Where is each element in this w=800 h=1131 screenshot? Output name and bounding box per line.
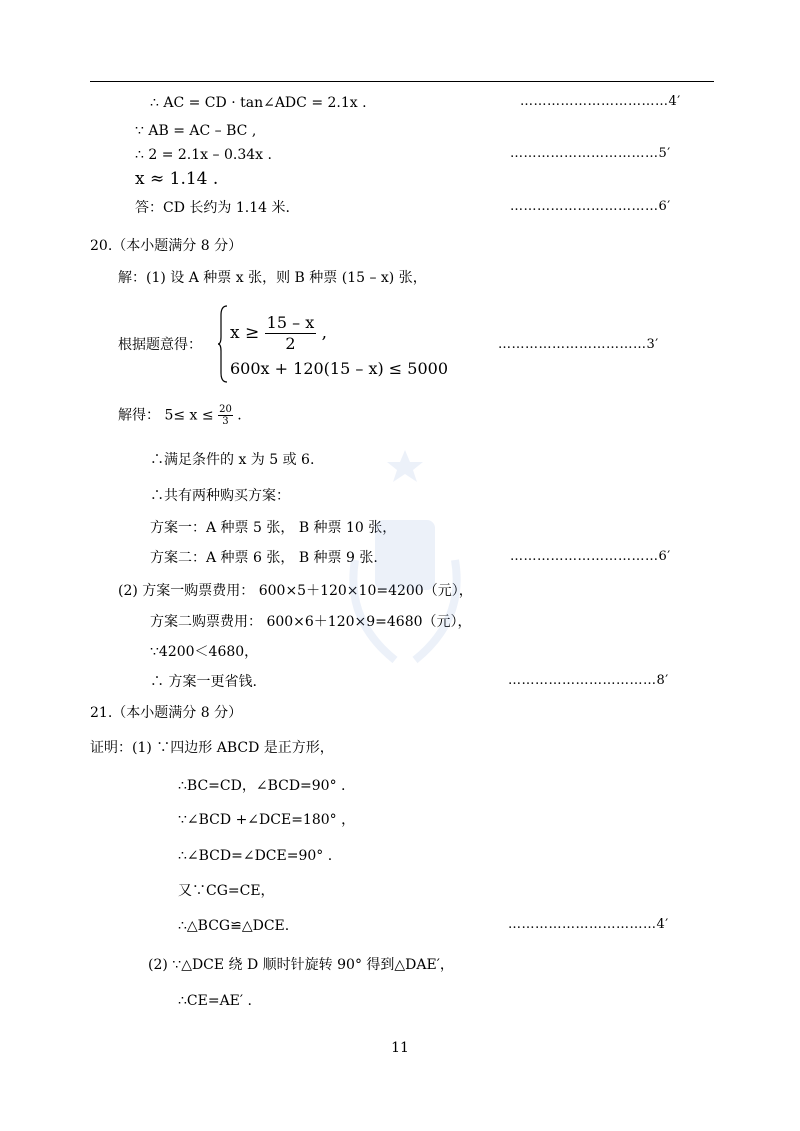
plan-two: 方案二：A 种票 6 张， B 种票 9 张. <box>150 550 378 566</box>
score-mark-5: ……………………………5′ <box>510 146 671 161</box>
answer-19: 答：CD 长约为 1.14 米. <box>135 200 290 216</box>
score-mark-6: ……………………………6′ <box>510 199 671 214</box>
proof-line-2: ∴BC=CD，∠BCD=90° . <box>178 778 346 794</box>
system-line-1 <box>230 313 327 354</box>
intro-20: 解：(1) 设 A 种票 x 张，则 B 种票 (15 – x) 张， <box>118 270 427 286</box>
solution-end: . <box>237 407 242 424</box>
fraction-numerator: 15 – x <box>266 313 315 332</box>
solution-numerator: 20 <box>219 404 232 415</box>
proof-line-7: (2) ∵△DCE 绕 D 顺时针旋转 90° 得到△DAE′， <box>148 957 454 973</box>
cost-plan-two: 方案二购票费用： 600×6＋120×9=4680（元）， <box>150 614 472 630</box>
eq-x-approx: x ≈ 1.14 . <box>135 169 219 189</box>
score-mark-6b: ……………………………6′ <box>510 549 671 564</box>
cost-conclusion: ∴ 方案一更省钱. <box>150 674 257 690</box>
header-rule <box>90 81 714 82</box>
eq-ac: ∴ AC = CD · tan∠ADC = 2.1x . <box>150 95 367 111</box>
score-mark-8: ……………………………8′ <box>508 673 669 688</box>
system-label: 根据题意得： <box>118 337 202 353</box>
left-brace-icon <box>218 305 228 383</box>
watermark-logo-icon <box>335 440 475 690</box>
system-comma: , <box>321 323 328 343</box>
eq-ab: ∵ AB = AC – BC , <box>135 123 257 139</box>
solution-range <box>118 404 242 427</box>
cost-compare: ∵4200＜4680， <box>150 644 259 660</box>
proof-line-4: ∴∠BCD=∠DCE=90° . <box>178 848 333 864</box>
conclusion-plans: ∴共有两种购买方案： <box>150 488 290 504</box>
page-number: 11 <box>391 1040 409 1056</box>
proof-line-1: 证明：(1) ∵四边形 ABCD 是正方形， <box>90 740 334 756</box>
system-line-2: 600x + 120(15 – x) ≤ 5000 <box>230 359 449 378</box>
proof-line-3: ∵∠BCD +∠DCE=180° ， <box>178 812 356 828</box>
solution-prefix: 解得： 5≤ x ≤ <box>118 407 214 424</box>
proof-line-5: 又∵CG=CE， <box>178 883 275 899</box>
conclusion-x: ∴满足条件的 x 为 5 或 6. <box>150 452 315 468</box>
system-lhs: x ≥ <box>230 323 260 343</box>
solution-denominator: 3 <box>222 416 229 427</box>
proof-line-8: ∴CE=AE′ . <box>178 993 252 1009</box>
heading-20: 20.（本小题满分 8 分） <box>90 238 243 254</box>
score-mark-4: ……………………………4′ <box>520 94 681 109</box>
score-mark-4b: ……………………………4′ <box>508 917 669 932</box>
score-mark-3: ……………………………3′ <box>498 337 659 352</box>
cost-plan-one: (2) 方案一购票费用： 600×5＋120×10=4200（元）， <box>118 583 473 599</box>
proof-line-6: ∴△BCG≌△DCE. <box>178 918 290 934</box>
heading-21: 21.（本小题满分 8 分） <box>90 705 243 721</box>
plan-one: 方案一：A 种票 5 张， B 种票 10 张， <box>150 520 397 536</box>
solution-fraction <box>218 404 233 427</box>
fraction <box>265 313 317 354</box>
fraction-denominator: 2 <box>285 334 296 353</box>
eq-solve: ∴ 2 = 2.1x – 0.34x . <box>135 147 272 163</box>
inequality-system <box>218 305 478 383</box>
